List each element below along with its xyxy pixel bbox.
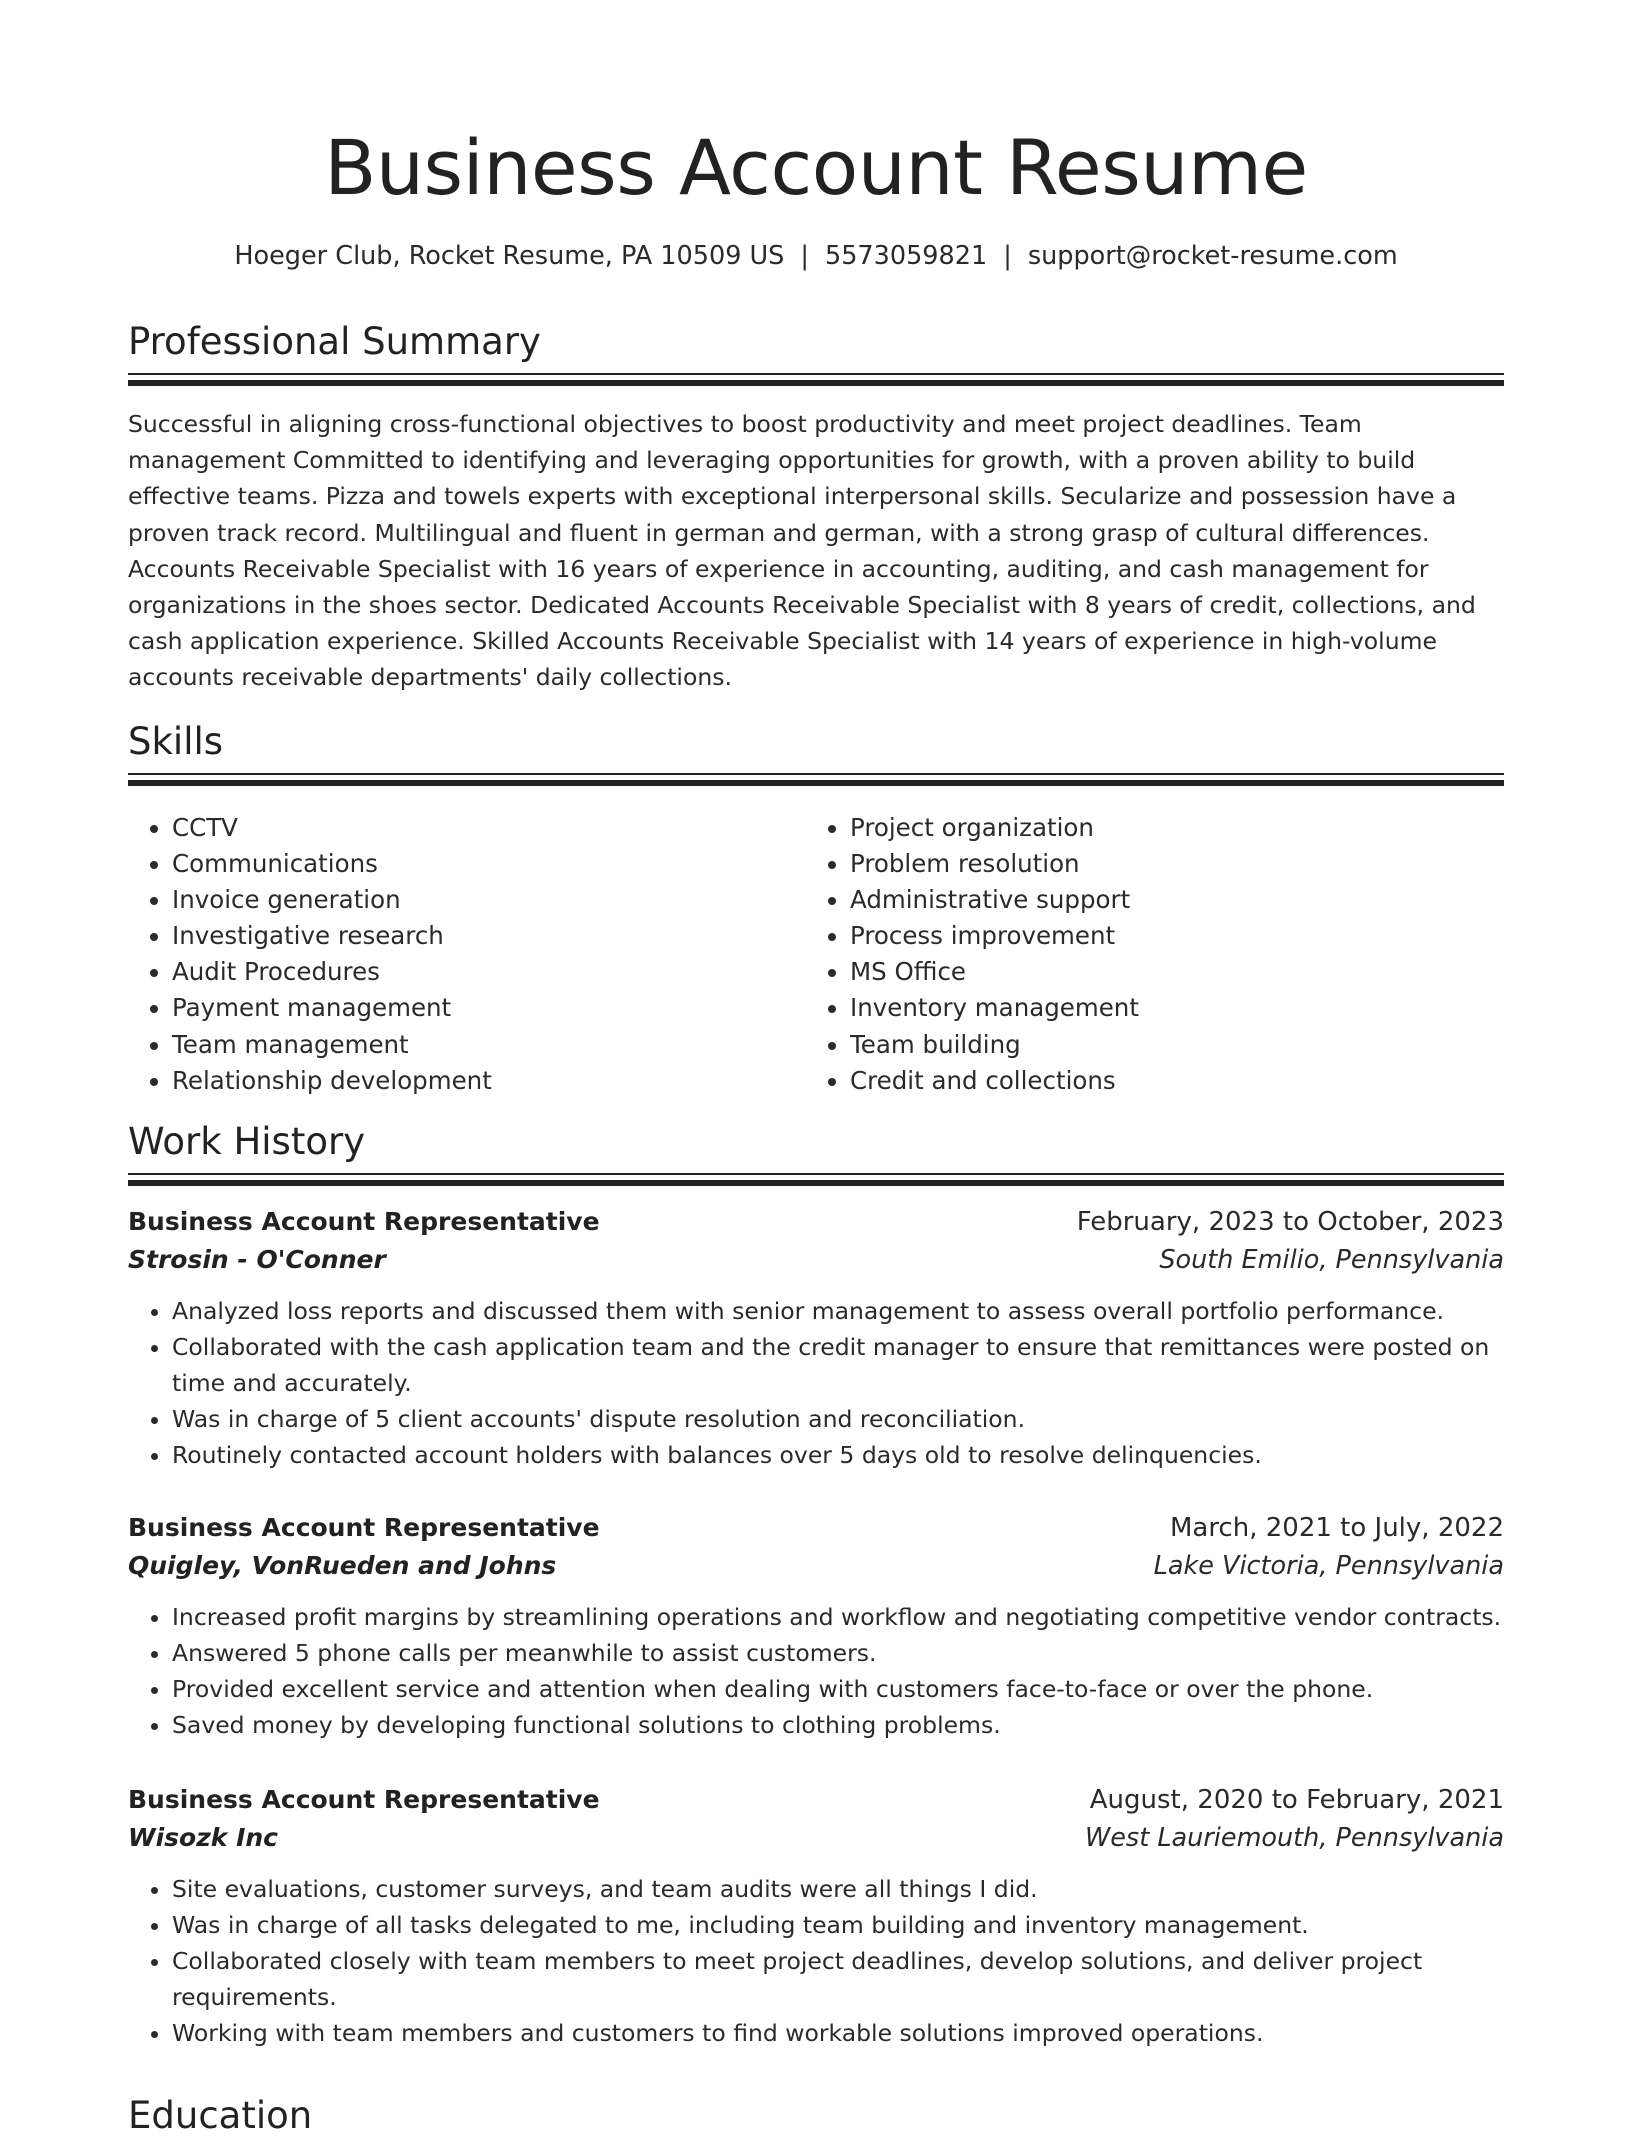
- skill-item: • Inventory management: [850, 990, 1139, 1026]
- skill-item: • Process improvement: [850, 918, 1139, 954]
- job-bullet: • Routinely contacted account holders with balances over 5 days old to resolve delinquencies.: [172, 1437, 1504, 1473]
- job-company: Quigley, VonRueden and Johns: [128, 1551, 557, 1580]
- job-company: Strosin - O'Conner: [128, 1245, 386, 1274]
- job-bullets: [128, 1871, 1504, 2051]
- skill-item: • Communications: [172, 846, 492, 882]
- job-bullet: • Saved money by developing functional solutions to clothing problems.: [172, 1707, 1504, 1743]
- section-divider: [128, 373, 1504, 386]
- job-bullet: • Collaborated with the cash application team and the credit manager to ensure that remittances were posted on time and accurately.: [172, 1329, 1504, 1401]
- skill-item: • CCTV: [172, 810, 492, 846]
- job-dates: February, 2023 to October, 2023: [1076, 1207, 1504, 1237]
- skill-item: • Investigative research: [172, 918, 492, 954]
- job-entry: [128, 1781, 1504, 2051]
- job-dates: March, 2021 to July, 2022: [1169, 1513, 1504, 1543]
- contact-separator: |: [1003, 241, 1012, 271]
- job-bullet: • Collaborated closely with team members to meet project deadlines, develop solutions, and deliver project requirements.: [172, 1943, 1504, 2015]
- job-bullets: [128, 1599, 1504, 1743]
- contact-phone: 5573059821: [824, 241, 988, 271]
- skill-item: • Team management: [172, 1027, 492, 1063]
- job-title: Business Account Representative: [128, 1513, 600, 1542]
- job-bullet: • Site evaluations, customer surveys, and team audits were all things I did.: [172, 1871, 1504, 1907]
- section-heading-summary: Professional Summary: [128, 320, 541, 363]
- skill-item: • Credit and collections: [850, 1063, 1139, 1099]
- job-bullet: • Was in charge of all tasks delegated to me, including team building and inventory management.: [172, 1907, 1504, 1943]
- job-location: Lake Victoria, Pennsylvania: [1153, 1551, 1504, 1581]
- job-bullet: • Was in charge of 5 client accounts' dispute resolution and reconciliation.: [172, 1401, 1504, 1437]
- job-bullet: • Working with team members and customers to find workable solutions improved operations.: [172, 2015, 1504, 2051]
- job-entry: [128, 1509, 1504, 1743]
- job-bullet: • Answered 5 phone calls per meanwhile to assist customers.: [172, 1635, 1504, 1671]
- contact-email: support@rocket-resume.com: [1027, 241, 1398, 271]
- section-heading-work-history: Work History: [128, 1120, 366, 1163]
- job-title: Business Account Representative: [128, 1207, 600, 1236]
- job-bullet: • Provided excellent service and attention when dealing with customers face-to-face or over the phone.: [172, 1671, 1504, 1707]
- section-heading-education: Education: [128, 2094, 313, 2137]
- job-bullets: [128, 1293, 1504, 1473]
- job-location: South Emilio, Pennsylvania: [1159, 1245, 1504, 1275]
- skill-item: • Payment management: [172, 990, 492, 1026]
- job-bullet: • Increased profit margins by streamlining operations and workflow and negotiating competitive vendor contracts.: [172, 1599, 1504, 1635]
- job-company: Wisozk Inc: [128, 1823, 278, 1852]
- section-divider: [128, 773, 1504, 786]
- skills-column-right: [806, 810, 1139, 1099]
- job-bullet: • Analyzed loss reports and discussed them with senior management to assess overall portfolio performance.: [172, 1293, 1504, 1329]
- skill-item: • Team building: [850, 1027, 1139, 1063]
- summary-text: Successful in aligning cross-functional objectives to boost productivity and meet project deadlines. Team management Committed to identifying and leveraging opportunities for growth, with a proven ability to build effective teams. Pizza and towels experts with exceptional interpersonal skills. Secularize and possession have a proven track record. Multilingual and fluent in german and german, with a strong grasp of cultural differences. Accounts Receivable Specialist with 16 years of experience in accounting, auditing, and cash management for organizations in the shoes sector. Dedicated Accounts Receivable Specialist with 8 years of credit, collections, and cash application experience. Skilled Accounts Receivable Specialist with 14 years of experience in high-volume accounts receivable departments' daily collections.: [128, 410, 1476, 692]
- job-title: Business Account Representative: [128, 1785, 600, 1814]
- skill-item: • Project organization: [850, 810, 1139, 846]
- contact-address: Hoeger Club, Rocket Resume, PA 10509 US: [234, 241, 785, 271]
- skill-item: • Problem resolution: [850, 846, 1139, 882]
- job-entry: [128, 1203, 1504, 1473]
- job-location: West Lauriemouth, Pennsylvania: [1085, 1823, 1504, 1853]
- skill-item: • Administrative support: [850, 882, 1139, 918]
- skill-item: • Audit Procedures: [172, 954, 492, 990]
- section-divider: [128, 1173, 1504, 1186]
- resume-title: Business Account Resume: [324, 123, 1308, 212]
- contact-separator: |: [800, 241, 809, 271]
- skill-item: • MS Office: [850, 954, 1139, 990]
- section-heading-skills: Skills: [128, 720, 224, 763]
- contact-line: [128, 238, 1504, 274]
- skill-item: • Relationship development: [172, 1063, 492, 1099]
- job-dates: August, 2020 to February, 2021: [1089, 1785, 1504, 1815]
- skills-column-left: [128, 810, 492, 1099]
- skill-item: • Invoice generation: [172, 882, 492, 918]
